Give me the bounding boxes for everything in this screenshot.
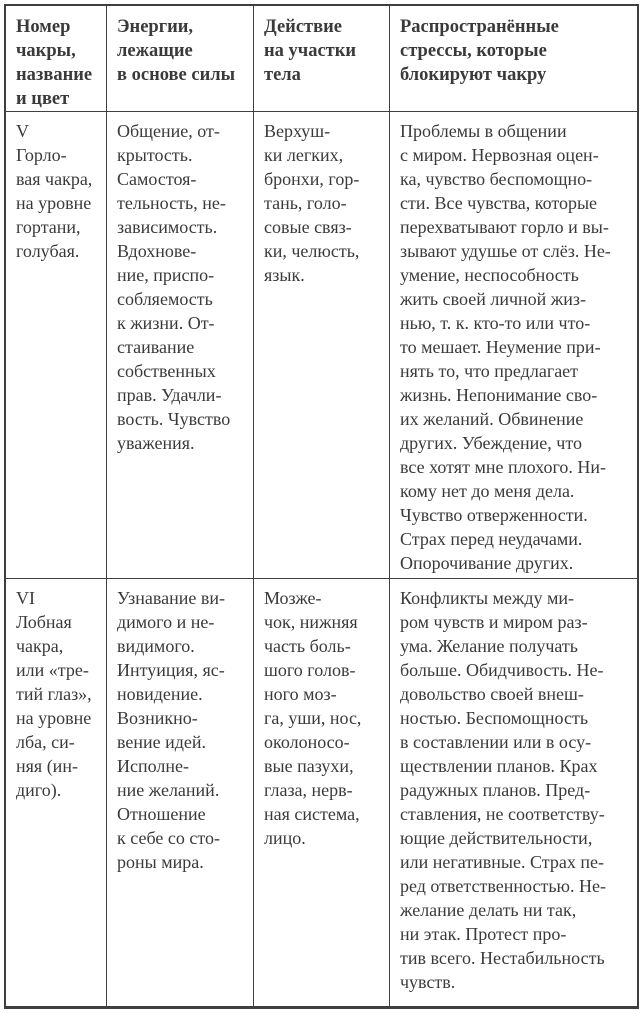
text-line: Горло- [16,145,67,165]
text-line: ностью. Беспомощность [400,708,589,728]
text-line: чок, нижняя [264,612,358,632]
text-line: кому нет до меня дела. [400,481,575,501]
text-line: нью, т. к. кто-то или что- [400,313,591,333]
text-line: и цвет [16,89,70,109]
text-line: вые пазухи, [264,756,354,776]
text-line: ума. Желание получать [400,636,578,656]
text-line: других. Убеждение, что [400,433,582,453]
row-v-cell-energies [107,112,254,579]
text-line: гортани, [16,217,81,237]
header-cell-stresses [390,6,637,112]
text-line: желание делать ни так, [400,900,577,920]
text-line: Лобная [16,612,72,632]
text-line: лежащие [117,41,193,61]
text-line: ставления, не соответству- [400,804,605,824]
text-line: Верхуш- [264,121,331,141]
text-line: новидение. [117,684,203,704]
text-line: Отношение [117,804,206,824]
text-line: га, уши, нос, [264,708,362,728]
text-line: ного моз- [264,684,337,704]
text-line: няя (ин- [16,756,78,776]
text-line: диго). [16,780,62,800]
text-line: Энергии, [117,17,194,37]
text-line: Действие [264,17,342,37]
text-line: стаивание [117,337,195,357]
text-line: V [16,121,29,141]
text-line: Общение, от- [117,121,220,141]
text-line: на уровне [16,193,92,213]
text-line: вость. Чувство [117,409,231,429]
text-line: Распространённые [400,17,559,37]
text-line: зывают удушье от слёз. Не- [400,241,611,261]
text-line: радужных планов. Пред- [400,780,591,800]
text-line: нять то, что предлагает [400,361,579,381]
text-line: к себе со сто- [117,828,220,848]
row-vi-cell-body-areas [254,579,390,1006]
text-line: жить своей личной жиз- [400,289,586,309]
text-line: ющие действительности, [400,828,593,848]
text-line: совые связ- [264,217,352,237]
text-line: их желаний. Обвинение [400,409,584,429]
chakra-table [4,4,639,1009]
text-line: довольство своей внеш- [400,684,584,704]
text-line: на уровне [16,708,92,728]
text-line: чакра, [16,636,64,656]
text-line: лба, си- [16,732,75,752]
text-line: роны мира. [117,852,204,872]
header-cell-energies [107,6,254,112]
text-line: Проблемы в общении [400,121,567,141]
text-line: Исполне- [117,756,189,776]
text-line: с миром. Нервозная оцен- [400,145,599,165]
text-line: ществлении планов. Крах [400,756,598,776]
text-line: VI [16,588,35,608]
text-line: тельность, не- [117,193,226,213]
text-line: Возникно- [117,708,198,728]
text-line: или негативные. Страх пе- [400,852,604,872]
text-line: лицо. [264,828,306,848]
text-line: чакры, [16,41,76,61]
text-line: голубая. [16,241,80,261]
row-vi-cell-number-name-color [6,579,107,1006]
text-line: Узнавание ви- [117,588,226,608]
text-line: Номер [16,17,71,37]
text-line: Интуиция, яс- [117,660,225,680]
text-line: Самостоя- [117,169,197,189]
text-line: или «тре- [16,660,89,680]
row-vi-cell-stresses [390,579,637,1006]
text-line: на участки [264,41,357,61]
text-line: больше. Обидчивость. Не- [400,660,604,680]
row-v-cell-stresses [390,112,637,579]
text-line: ки легких, [264,145,344,165]
text-line: видимого. [117,636,195,656]
text-line: умение, неспособность [400,265,579,285]
text-line: тань, голо- [264,193,347,213]
text-line: ред ответственностью. Не- [400,876,606,896]
text-line: Конфликты между ми- [400,588,575,608]
text-line: шого голов- [264,660,356,680]
text-line: тий глаз», [16,684,92,704]
text-line: чувств. [400,972,456,992]
row-v-cell-number-name-color [6,112,107,579]
text-line: Чувство отверженности. [400,505,588,525]
text-line: сти. Все чувства, которые [400,193,598,213]
text-line: Вдохнове- [117,241,197,261]
text-line: уважения. [117,433,195,453]
text-line: прав. Удачли- [117,385,222,405]
text-line: глаза, нерв- [264,780,353,800]
row-vi-cell-energies [107,579,254,1006]
text-line: крытость. [117,145,193,165]
text-line: вение идей. [117,732,207,752]
text-line: Мозже- [264,588,322,608]
text-line: в основе силы [117,65,236,85]
text-line: вая чакра, [16,169,93,189]
text-line: язык. [264,265,305,285]
text-line: к жизни. От- [117,313,215,333]
text-line: название [16,65,93,85]
text-line: собственных [117,361,216,381]
text-line: жизнь. Непонимание сво- [400,385,598,405]
text-line: тив всего. Нестабильность [400,948,605,968]
text-line: собляемость [117,289,213,309]
text-line: зависимость. [117,217,218,237]
text-line: Страх перед неудачами. [400,529,583,549]
text-line: димого и не- [117,612,215,632]
text-line: то мешает. Неумение при- [400,337,601,357]
text-line: ки, челюсть, [264,241,360,261]
text-line: перехватывают горло и вы- [400,217,609,237]
text-line: ная система, [264,804,360,824]
text-line: Опорочивание других. [400,553,574,573]
text-line: все хотят мне плохого. Ни- [400,457,606,477]
text-line: бронхи, гор- [264,169,360,189]
text-line: часть боль- [264,636,351,656]
header-cell-body-areas [254,6,390,112]
text-line: ние, приспо- [117,265,215,285]
text-line: тела [264,65,301,85]
text-line: околоносо- [264,732,350,752]
row-v-cell-body-areas [254,112,390,579]
text-line: ни этак. Протест про- [400,924,567,944]
text-line: стрессы, которые [400,41,547,61]
text-line: блокируют чакру [400,65,547,85]
header-cell-number-name-color [6,6,107,112]
text-line: ка, чувство беспомощно- [400,169,593,189]
text-line: ром чувств и миром раз- [400,612,588,632]
text-line: ние желаний. [117,780,220,800]
text-line: в составлении или в осу- [400,732,592,752]
